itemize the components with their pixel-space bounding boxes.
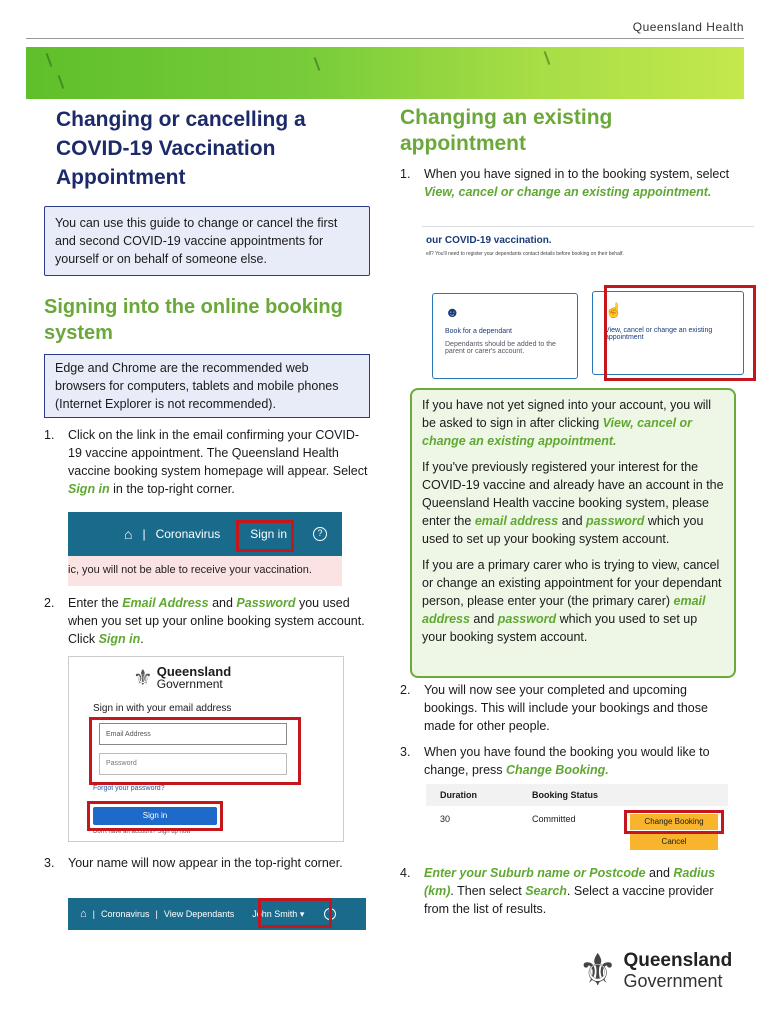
- header-divider: [26, 38, 744, 39]
- help-icon[interactable]: ?: [313, 527, 327, 541]
- browser-note: Edge and Chrome are the recommended web browsers for computers, tablets and mobile phones (Internet Explorer is not recommended).: [44, 354, 370, 418]
- right-step-4: [400, 864, 736, 918]
- step-number: 4.: [400, 866, 411, 880]
- card-text: Dependants should be added to the parent or carer's account.: [445, 341, 556, 355]
- right-column-3: [400, 864, 736, 918]
- left-step-1: [44, 426, 370, 498]
- qld-crest-icon: ⚜: [133, 665, 153, 690]
- header-banner: [26, 47, 744, 99]
- home-icon[interactable]: ⌂: [124, 526, 133, 542]
- highlight-user: [258, 898, 332, 928]
- warning-strip: ic, you will not be able to receive your vaccination.: [68, 556, 342, 586]
- change-booking-button[interactable]: Change Booking: [630, 814, 718, 830]
- right-column: [400, 105, 736, 201]
- highlight-credentials: [89, 717, 301, 785]
- left-step-3: [44, 854, 370, 872]
- highlight-view-card: [604, 285, 756, 381]
- step-number: 3.: [44, 856, 55, 870]
- vaccination-heading: our COVID-19 vaccination.: [426, 235, 552, 246]
- nav-screenshot-2: [68, 898, 366, 930]
- step-text: Enter your Suburb name or Postcode and Radius (km). Then select Search. Select a vaccine provider from the list of results.: [424, 866, 716, 916]
- email-field[interactable]: Email Address: [99, 723, 287, 745]
- booking-duration: 30: [440, 814, 451, 824]
- right-step-1: [400, 165, 736, 201]
- nav-signin[interactable]: Sign in: [250, 527, 287, 541]
- right-step-3: [400, 743, 736, 779]
- left-step-2: [44, 594, 370, 648]
- step-number: 1.: [400, 167, 411, 181]
- card-title: Book for a dependant: [445, 328, 512, 335]
- highlight-signin: [236, 520, 294, 552]
- card-title: View, cancel or change an existing appointment: [605, 327, 713, 341]
- info-paragraph-3: If you are a primary carer who is trying to view, cancel or change an existing appointment for your dependant person, please enter your (the primary carer) email address and password which you used to set up your booking system account.: [422, 558, 722, 644]
- nav-coronavirus[interactable]: Coronavirus: [101, 909, 150, 919]
- vaccination-subtext: ell? You'll need to register your dependants contact details before booking on their behalf.: [426, 251, 624, 257]
- highlight-signin-button: [87, 801, 223, 831]
- step-text: Click on the link in the email confirming your COVID-19 vaccine appointment. The Queensland Health vaccine booking system homepage will appear. Select Sign in in the top-right corner.: [68, 428, 368, 496]
- col-duration: Duration: [440, 790, 477, 800]
- step-number: 2.: [400, 683, 411, 697]
- right-step-2: [400, 681, 736, 735]
- step-text: When you have found the booking you would like to change, press Change Booking.: [424, 745, 710, 777]
- forgot-password-link[interactable]: Forgot your password?: [93, 785, 165, 792]
- hand-pointer-icon: ☝: [605, 302, 623, 318]
- signin-button[interactable]: Sign in: [93, 807, 217, 825]
- chevron-down-icon: ▾: [299, 908, 305, 919]
- nav-separator: |: [155, 909, 158, 919]
- qld-crest-icon: ⚜: [578, 946, 618, 995]
- intro-box: You can use this guide to change or cancel the first and second COVID-19 vaccine appointments for yourself or on behalf of someone else.: [44, 206, 370, 276]
- step-number: 3.: [400, 745, 411, 759]
- section-title-changing: Changing an existing appointment: [400, 106, 613, 155]
- nav-separator: |: [92, 909, 95, 919]
- footer-logo-line1: Queensland: [623, 950, 733, 971]
- vaccination-screenshot: [422, 226, 754, 382]
- nav-user-menu[interactable]: John Smith ▾: [252, 908, 305, 919]
- step-text: You will now see your completed and upcoming bookings. This will include your bookings and those made for other people.: [424, 683, 708, 733]
- help-icon[interactable]: ?: [324, 908, 336, 920]
- booking-table-screenshot: [426, 784, 728, 854]
- login-screenshot: [68, 656, 344, 842]
- step-text: Enter the Email Address and Password you used when you set up your online booking system account. Click Sign in.: [68, 596, 365, 646]
- step-number: 2.: [44, 596, 55, 610]
- nav-coronavirus[interactable]: Coronavirus: [155, 527, 221, 541]
- password-field[interactable]: Password: [99, 753, 287, 775]
- footer-logo: [578, 946, 732, 996]
- cancel-booking-button[interactable]: Cancel: [630, 834, 718, 850]
- info-paragraph-2: If you've previously registered your interest for the COVID-19 vaccine and already have an account in the Queensland Health vaccine booking system, please enter the email address and password which you used to set up your booking system account.: [422, 460, 724, 546]
- booking-status: Committed: [532, 814, 576, 824]
- card-book-dependant[interactable]: [432, 293, 578, 379]
- nav-screenshot-1: [68, 512, 342, 586]
- home-icon[interactable]: ⌂: [80, 908, 87, 920]
- info-paragraph-1: If you have not yet signed into your account, you will be asked to sign in after clicking View, cancel or change an existing appointment.: [422, 398, 712, 448]
- section-title-signing: Signing into the online booking system: [44, 296, 343, 344]
- left-column-2: [44, 594, 370, 648]
- step-text: When you have signed in to the booking system, select View, cancel or change an existing appointment.: [424, 167, 730, 199]
- booking-table-header: [426, 784, 728, 806]
- header-brand: Queensland Health: [632, 20, 744, 34]
- nav-view-dependants[interactable]: View Dependants: [163, 909, 235, 919]
- family-icon: ☻: [445, 304, 460, 320]
- highlight-change-booking: [624, 810, 724, 834]
- right-column-2: [400, 681, 736, 779]
- booking-row: [426, 806, 728, 854]
- left-column: [44, 105, 370, 498]
- step-number: 1.: [44, 428, 55, 442]
- step-text: Your name will now appear in the top-right corner.: [68, 856, 343, 870]
- col-status: Booking Status: [532, 790, 599, 800]
- signup-link[interactable]: Don't have an account? Sign up now: [93, 829, 191, 835]
- login-heading: Sign in with your email address: [93, 703, 232, 714]
- qld-logo: ⚜ Queensland Government: [133, 664, 232, 691]
- footer-logo-line2: Government: [623, 971, 723, 991]
- nav-separator: |: [142, 527, 146, 541]
- sign-in-info-box: [410, 388, 736, 678]
- left-column-3: [44, 854, 370, 872]
- page-title: Changing or cancelling a COVID-19 Vaccination Appointment: [56, 108, 306, 189]
